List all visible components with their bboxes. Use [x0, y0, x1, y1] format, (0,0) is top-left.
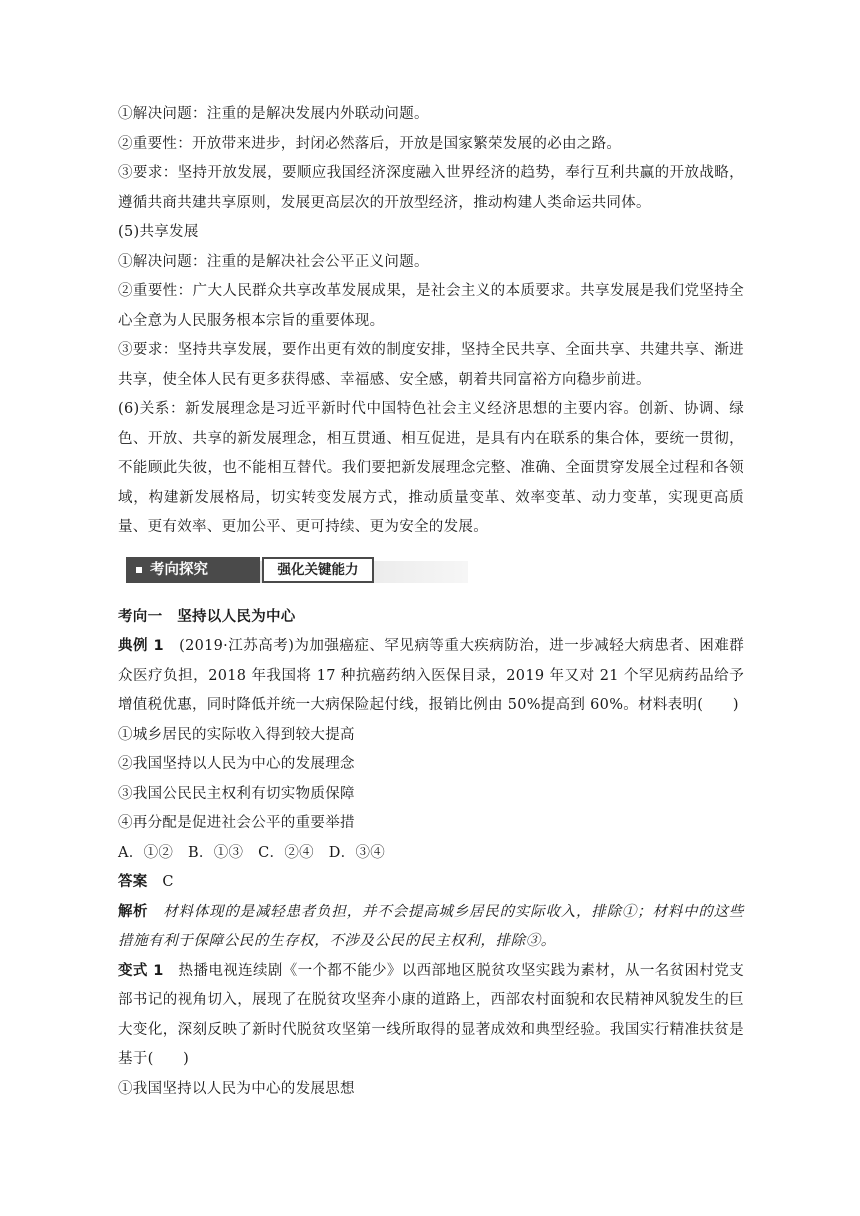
square-bullet-icon — [136, 567, 142, 573]
text-line: (5)共享发展 — [118, 224, 199, 240]
analysis-lead: 解析 — [118, 903, 148, 920]
text-line: ①解决问题：注重的是解决发展内外联动问题。 — [118, 106, 429, 122]
option-line: ②我国坚持以人民为中心的发展理念 — [118, 756, 355, 772]
choices-line: A．①② B．①③ C．②④ D．③④ — [118, 844, 386, 861]
banner-label-sub: 强化关键能力 — [262, 557, 374, 583]
text-line: ①解决问题：注重的是解决社会公平正义问题。 — [118, 253, 429, 270]
variant-option-line: ①我国坚持以人民为中心的发展思想 — [118, 1080, 355, 1097]
option-line: ③我国公民民主权利有切实物质保障 — [118, 785, 355, 802]
section-title: 考向一 坚持以人民为中心 — [118, 608, 296, 625]
text-line: ②重要性：开放带来进步，封闭必然落后，开放是国家繁荣发展的必由之路。 — [118, 135, 622, 152]
option-line: ④再分配是促进社会公平的重要举措 — [118, 815, 355, 831]
text-line: (6)关系：新发展理念是习近平新时代中国特色社会主义经济思想的主要内容。创新、协调、绿色、开放、共享的新发展理念，相互贯通、相互促进，是具有内在联系的集合体，要统一贯彻，不能顾此失彼，也不能相互替代。我们要把新发展理念完整、准确、全面贯穿发展全过程和各领域，构建新发展格局，切实转变发展方式，推动质量变革、效率变革、动力变革，实现更高质量、更有效率、更加公平、更可持续、更为安全的发展。 — [118, 401, 744, 535]
analysis-text: 材料体现的是减轻患者负担，并不会提高城乡居民的实际收入，排除①；材料中的这些措施有利于保障公民的生存权，不涉及公民的民主权利，排除③。 — [118, 903, 744, 949]
variant-lead: 变式 1 — [118, 962, 164, 979]
option-line: ①城乡居民的实际收入得到较大提高 — [118, 726, 355, 743]
answer-line — [118, 868, 744, 898]
answer-lead: 答案 — [118, 874, 148, 890]
variant-paragraph — [118, 957, 744, 1075]
text-line: ③要求：坚持开放发展，要顺应我国经济深度融入世界经济的趋势，奉行互利共赢的开放战略，遵循共商共建共享原则，发展更高层次的开放型经济，推动构建人类命运共同体。 — [118, 165, 744, 211]
banner-label-main — [126, 557, 260, 583]
example-lead: 典例 1 — [118, 638, 164, 654]
text-line: ③要求：坚持共享发展，要作出更有效的制度安排，坚持全民共享、全面共享、共建共享、渐进共享，使全体人民有更多获得感、幸福感、安全感，朝着共同富裕方向稳步前进。 — [118, 342, 744, 388]
section-banner — [118, 555, 468, 589]
example-text: (2019·江苏高考)为加强癌症、罕见病等重大疾病防治，进一步减轻大病患者、困难群众医疗负担，2018 年我国将 17 种抗癌药纳入医保目录，2019 年又对 21 个罕见病药品给予增值税优惠，同时降低并统一大病保险起付线，报销比例由 50%提高到 60%。材料表明( ) — [118, 638, 744, 713]
document-content — [118, 100, 744, 1104]
text-line: ②重要性：广大人民群众共享改革发展成果，是社会主义的本质要求。共享发展是我们党坚持全心全意为人民服务根本宗旨的重要体现。 — [118, 283, 744, 329]
variant-text: 热播电视连续剧《一个都不能少》以西部地区脱贫攻坚实践为素材，从一名贫困村党支部书记的视角切入，展现了在脱贫攻坚奔小康的道路上，西部农村面貌和农民精神风貌发生的巨大变化，深刻反映了新时代脱贫攻坚第一线所取得的显著成效和典型经验。我国实行精准扶贫是基于( ) — [118, 962, 744, 1067]
example-paragraph — [118, 632, 744, 721]
analysis-paragraph — [118, 898, 744, 957]
answer-value: C — [147, 874, 174, 890]
banner-left-text: 考向探究 — [150, 561, 208, 578]
